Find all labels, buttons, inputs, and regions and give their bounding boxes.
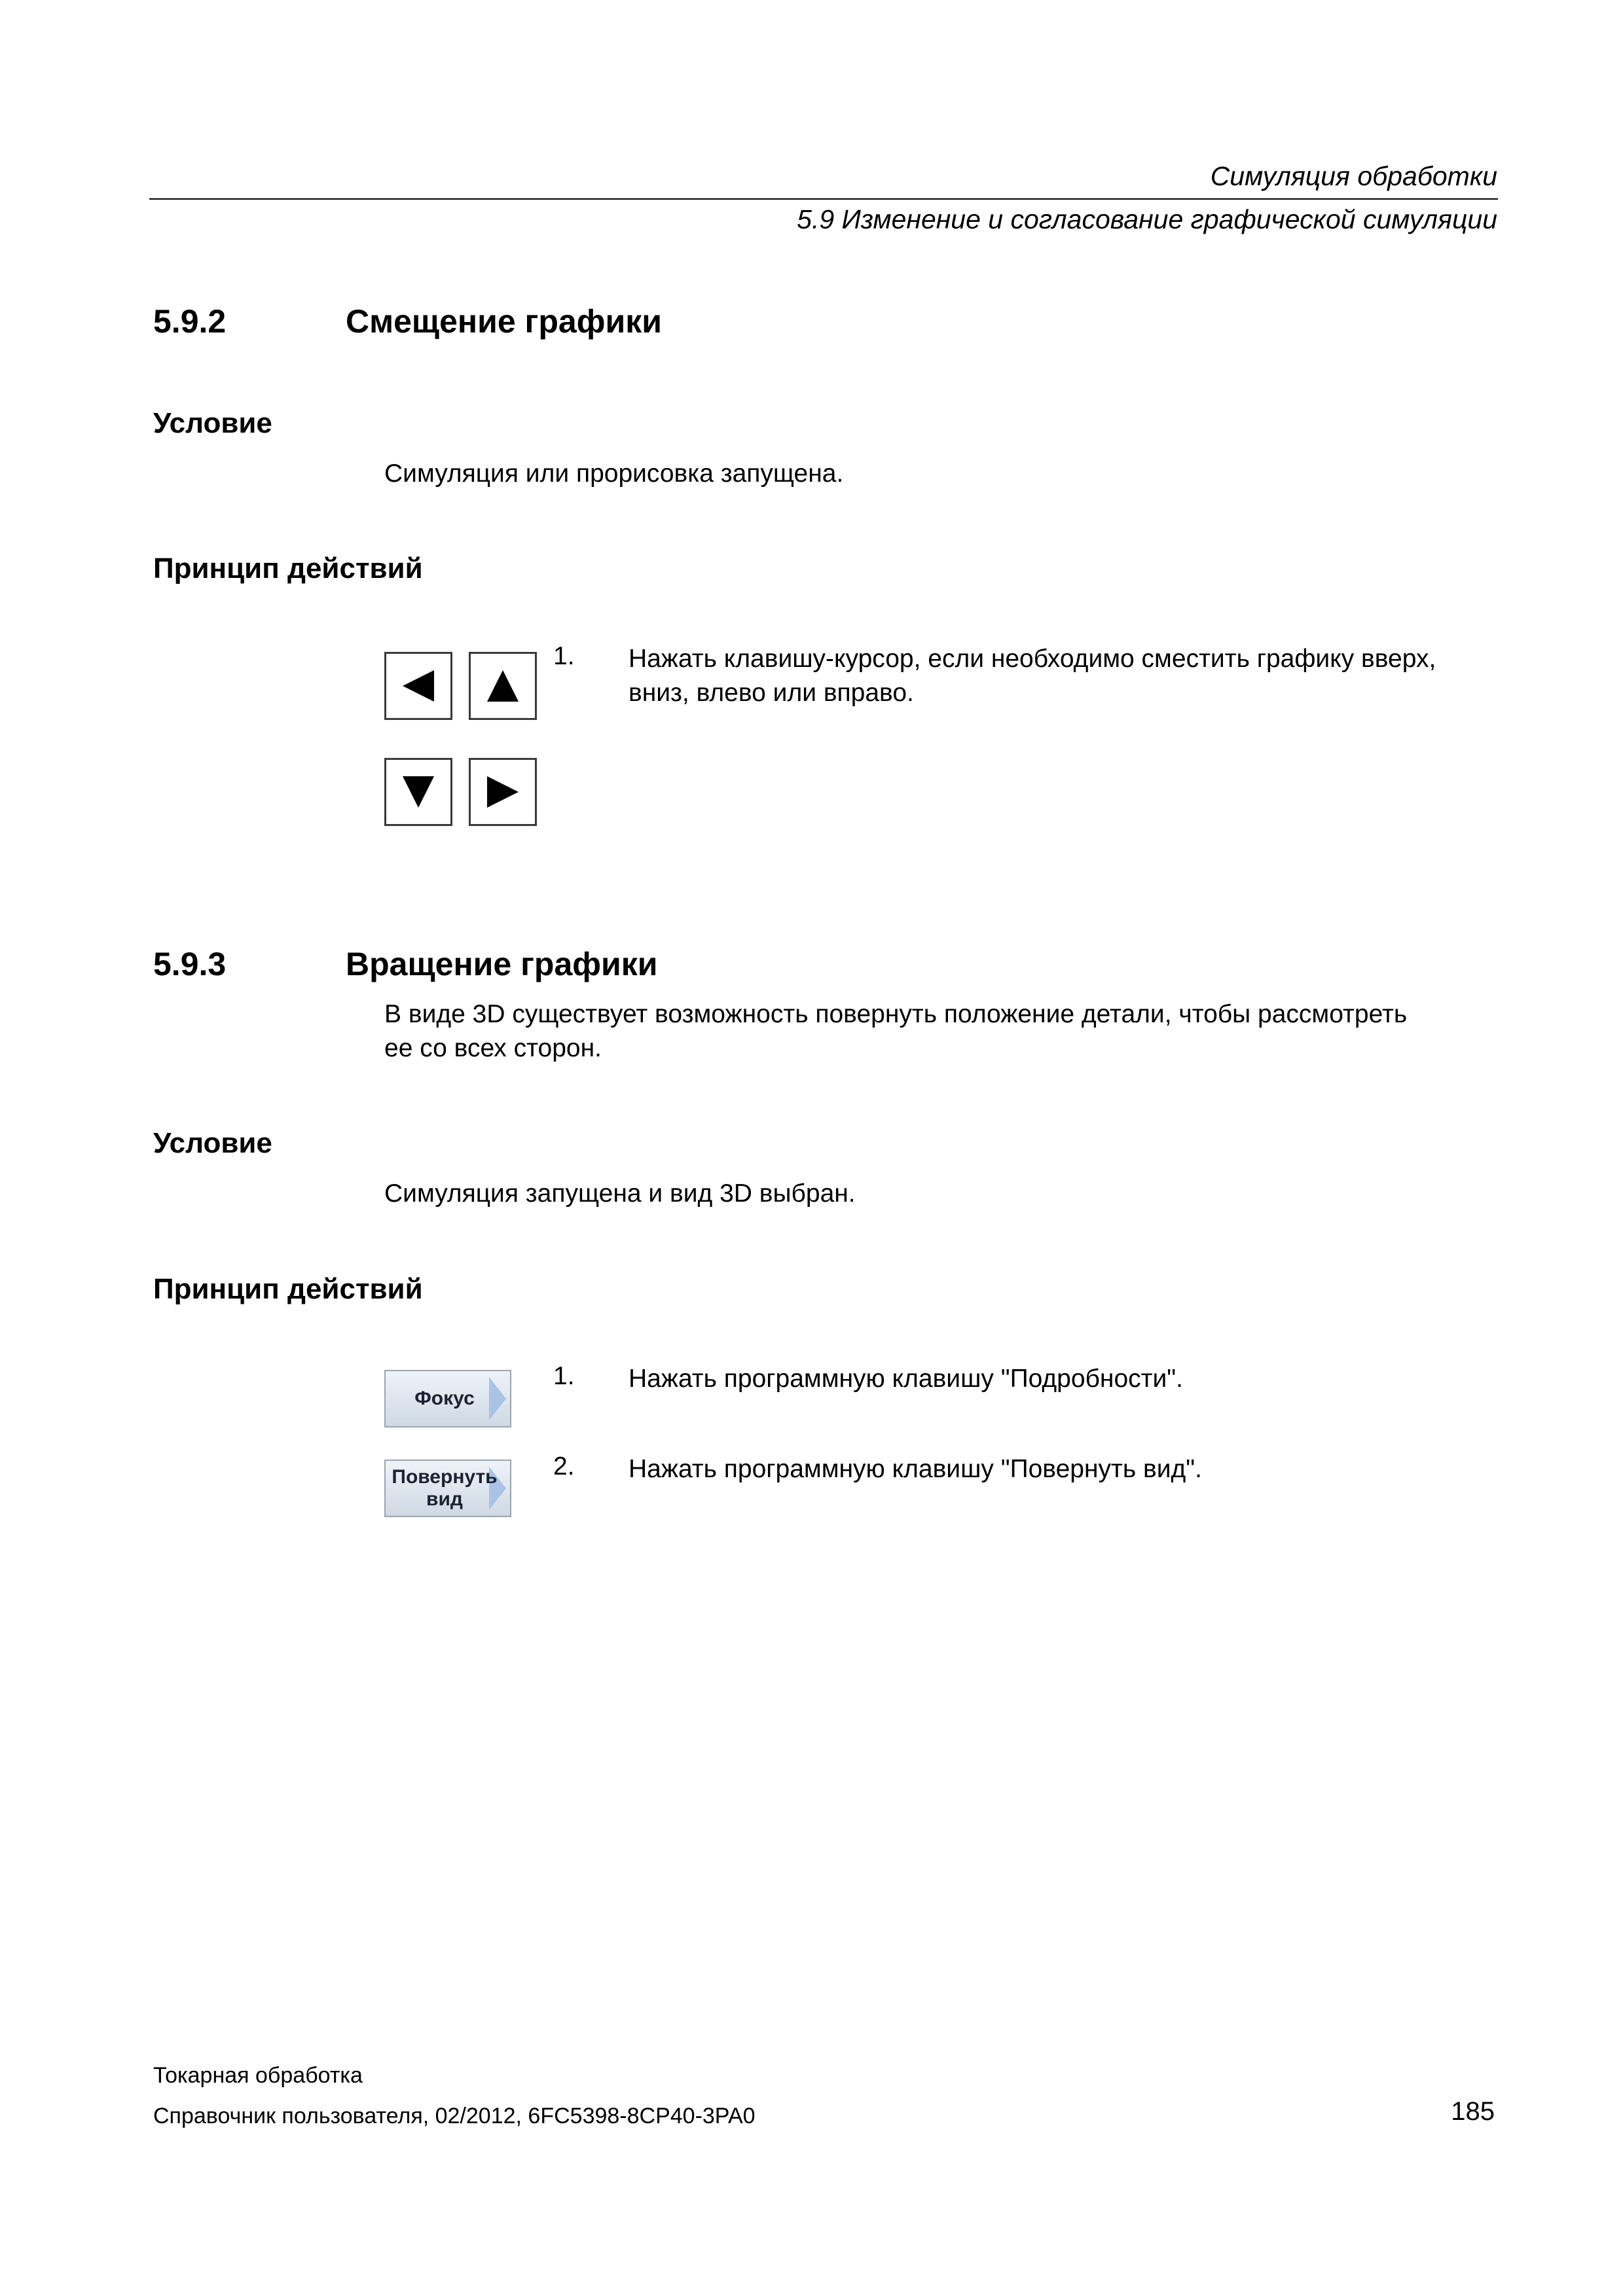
arrow-up-icon: [483, 666, 522, 706]
step-text: Нажать программную клавишу "Подробности".: [629, 1365, 1183, 1393]
condition-text-5-9-3: Симуляция запущена и вид 3D выбран.: [384, 1179, 856, 1208]
step-text: Нажать программную клавишу "Повернуть вид".: [629, 1455, 1202, 1483]
cursor-down-key: [384, 758, 452, 826]
intro-text-line2: ее со всех сторон.: [384, 1034, 602, 1062]
principle-heading-5-9-3: Принцип действий: [153, 1273, 423, 1305]
softkey-focus: [384, 1370, 511, 1427]
footer-reference: Справочник пользователя, 02/2012, 6FC5398-8CP40-3PA0: [153, 2104, 756, 2128]
softkey-arrow-icon: [488, 1376, 507, 1422]
softkey-rotate-view-label: Повернуть вид: [392, 1466, 498, 1510]
condition-heading-5-9-2: Условие: [153, 407, 272, 439]
step-number: 2.: [553, 1452, 575, 1480]
cursor-left-key: [384, 652, 452, 720]
running-header-chapter: Симуляция обработки: [1210, 161, 1497, 191]
condition-text-5-9-2: Симуляция или прорисовка запущена.: [384, 459, 844, 488]
section-number-5-9-3: 5.9.3: [153, 946, 227, 982]
cursor-up-key: [469, 652, 537, 720]
principle-heading-5-9-2: Принцип действий: [153, 552, 423, 584]
footer-title: Токарная обработка: [153, 2063, 363, 2088]
cursor-right-key: [469, 758, 537, 826]
softkey-focus-label: Фокус: [414, 1388, 475, 1409]
step-text-line2: вниз, влево или вправо.: [629, 679, 914, 707]
step-number: 1.: [553, 1362, 575, 1390]
step-number: 1.: [553, 642, 575, 670]
page-number: 185: [1451, 2097, 1495, 2126]
section-number-5-9-2: 5.9.2: [153, 303, 227, 340]
arrow-right-icon: [483, 772, 522, 812]
condition-heading-5-9-3: Условие: [153, 1127, 272, 1159]
running-header-section: 5.9 Изменение и согласование графической симуляции: [797, 204, 1497, 234]
intro-text-line1: В виде 3D существует возможность повернуть положение детали, чтобы рассмотреть: [384, 1000, 1408, 1028]
arrow-down-icon: [399, 772, 438, 812]
header-rule: [149, 198, 1498, 200]
step-text-line1: Нажать клавишу-курсор, если необходимо сместить графику вверх,: [629, 645, 1436, 673]
section-title-5-9-3: Вращение графики: [346, 946, 658, 982]
arrow-left-icon: [399, 666, 438, 706]
section-title-5-9-2: Смещение графики: [346, 303, 662, 340]
softkey-rotate-view: [384, 1460, 511, 1517]
